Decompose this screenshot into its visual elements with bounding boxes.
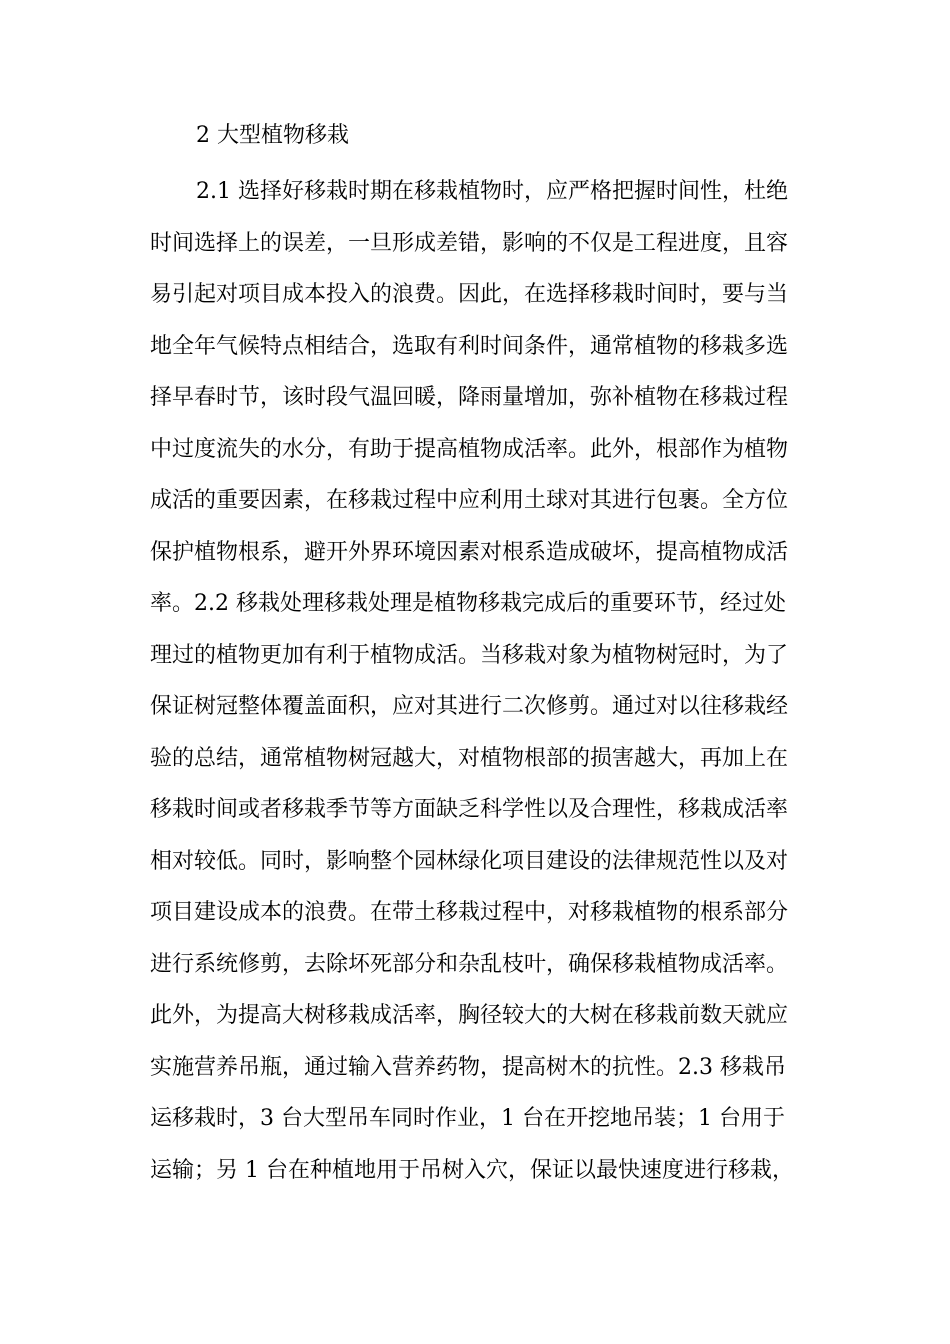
text-line: 移栽时间或者移栽季节等方面缺乏科学性以及合理性，移栽成活率 [150, 797, 789, 822]
text-line: 易引起对项目成本投入的浪费。因此，在选择移栽时间时，要与当 [150, 282, 789, 307]
text-line: 率。2.2 移栽处理移栽处理是植物移栽完成后的重要环节，经过处 [150, 591, 786, 616]
text-line: 中过度流失的水分，有助于提高植物成活率。此外，根部作为植物 [150, 436, 789, 462]
text-line: 项目建设成本的浪费。在带土移栽过程中，对移栽植物的根系部分 [150, 900, 789, 925]
text-line: 择早春时节，该时段气温回暖，降雨量增加，弥补植物在移栽过程 [150, 385, 789, 410]
text-line: 保证树冠整体覆盖面积，应对其进行二次修剪。通过对以往移栽经 [150, 694, 789, 719]
text-line: 理过的植物更加有利于植物成活。当移栽对象为植物树冠时，为了 [150, 642, 789, 668]
text-line: 2.1 选择好移栽时期在移栽植物时，应严格把握时间性，杜绝 [196, 179, 788, 204]
text-line: 相对较低。同时，影响整个园林绿化项目建设的法律规范性以及对 [150, 848, 789, 874]
text-line: 保护植物根系，避开外界环境因素对根系造成破坏，提高植物成活 [150, 539, 789, 565]
text-line: 时间选择上的误差，一旦形成差错，影响的不仅是工程进度，且容 [150, 230, 789, 256]
body-paragraph [150, 174, 810, 1204]
text-line: 验的总结，通常植物树冠越大，对植物根部的损害越大，再加上在 [150, 745, 789, 771]
text-line: 地全年气候特点相结合，选取有利时间条件，通常植物的移栽多选 [150, 333, 789, 359]
section-heading: 2 大型植物移栽 [196, 123, 349, 148]
text-line: 实施营养吊瓶，通过输入营养药物，提高树木的抗性。2.3 移栽吊 [150, 1054, 786, 1080]
text-line: 进行系统修剪，去除坏死部分和杂乱枝叶，确保移栽植物成活率。 [150, 951, 789, 977]
text-line: 成活的重要因素，在移栽过程中应利用土球对其进行包裹。全方位 [150, 488, 789, 513]
text-line: 运输；另 1 台在种植地用于吊树入穴，保证以最快速度进行移栽， [150, 1157, 794, 1183]
text-line: 此外，为提高大树移栽成活率，胸径较大的大树在移栽前数天就应 [150, 1003, 789, 1028]
text-line: 运移栽时，3 台大型吊车同时作业，1 台在开挖地吊装；1 台用于 [150, 1106, 785, 1131]
